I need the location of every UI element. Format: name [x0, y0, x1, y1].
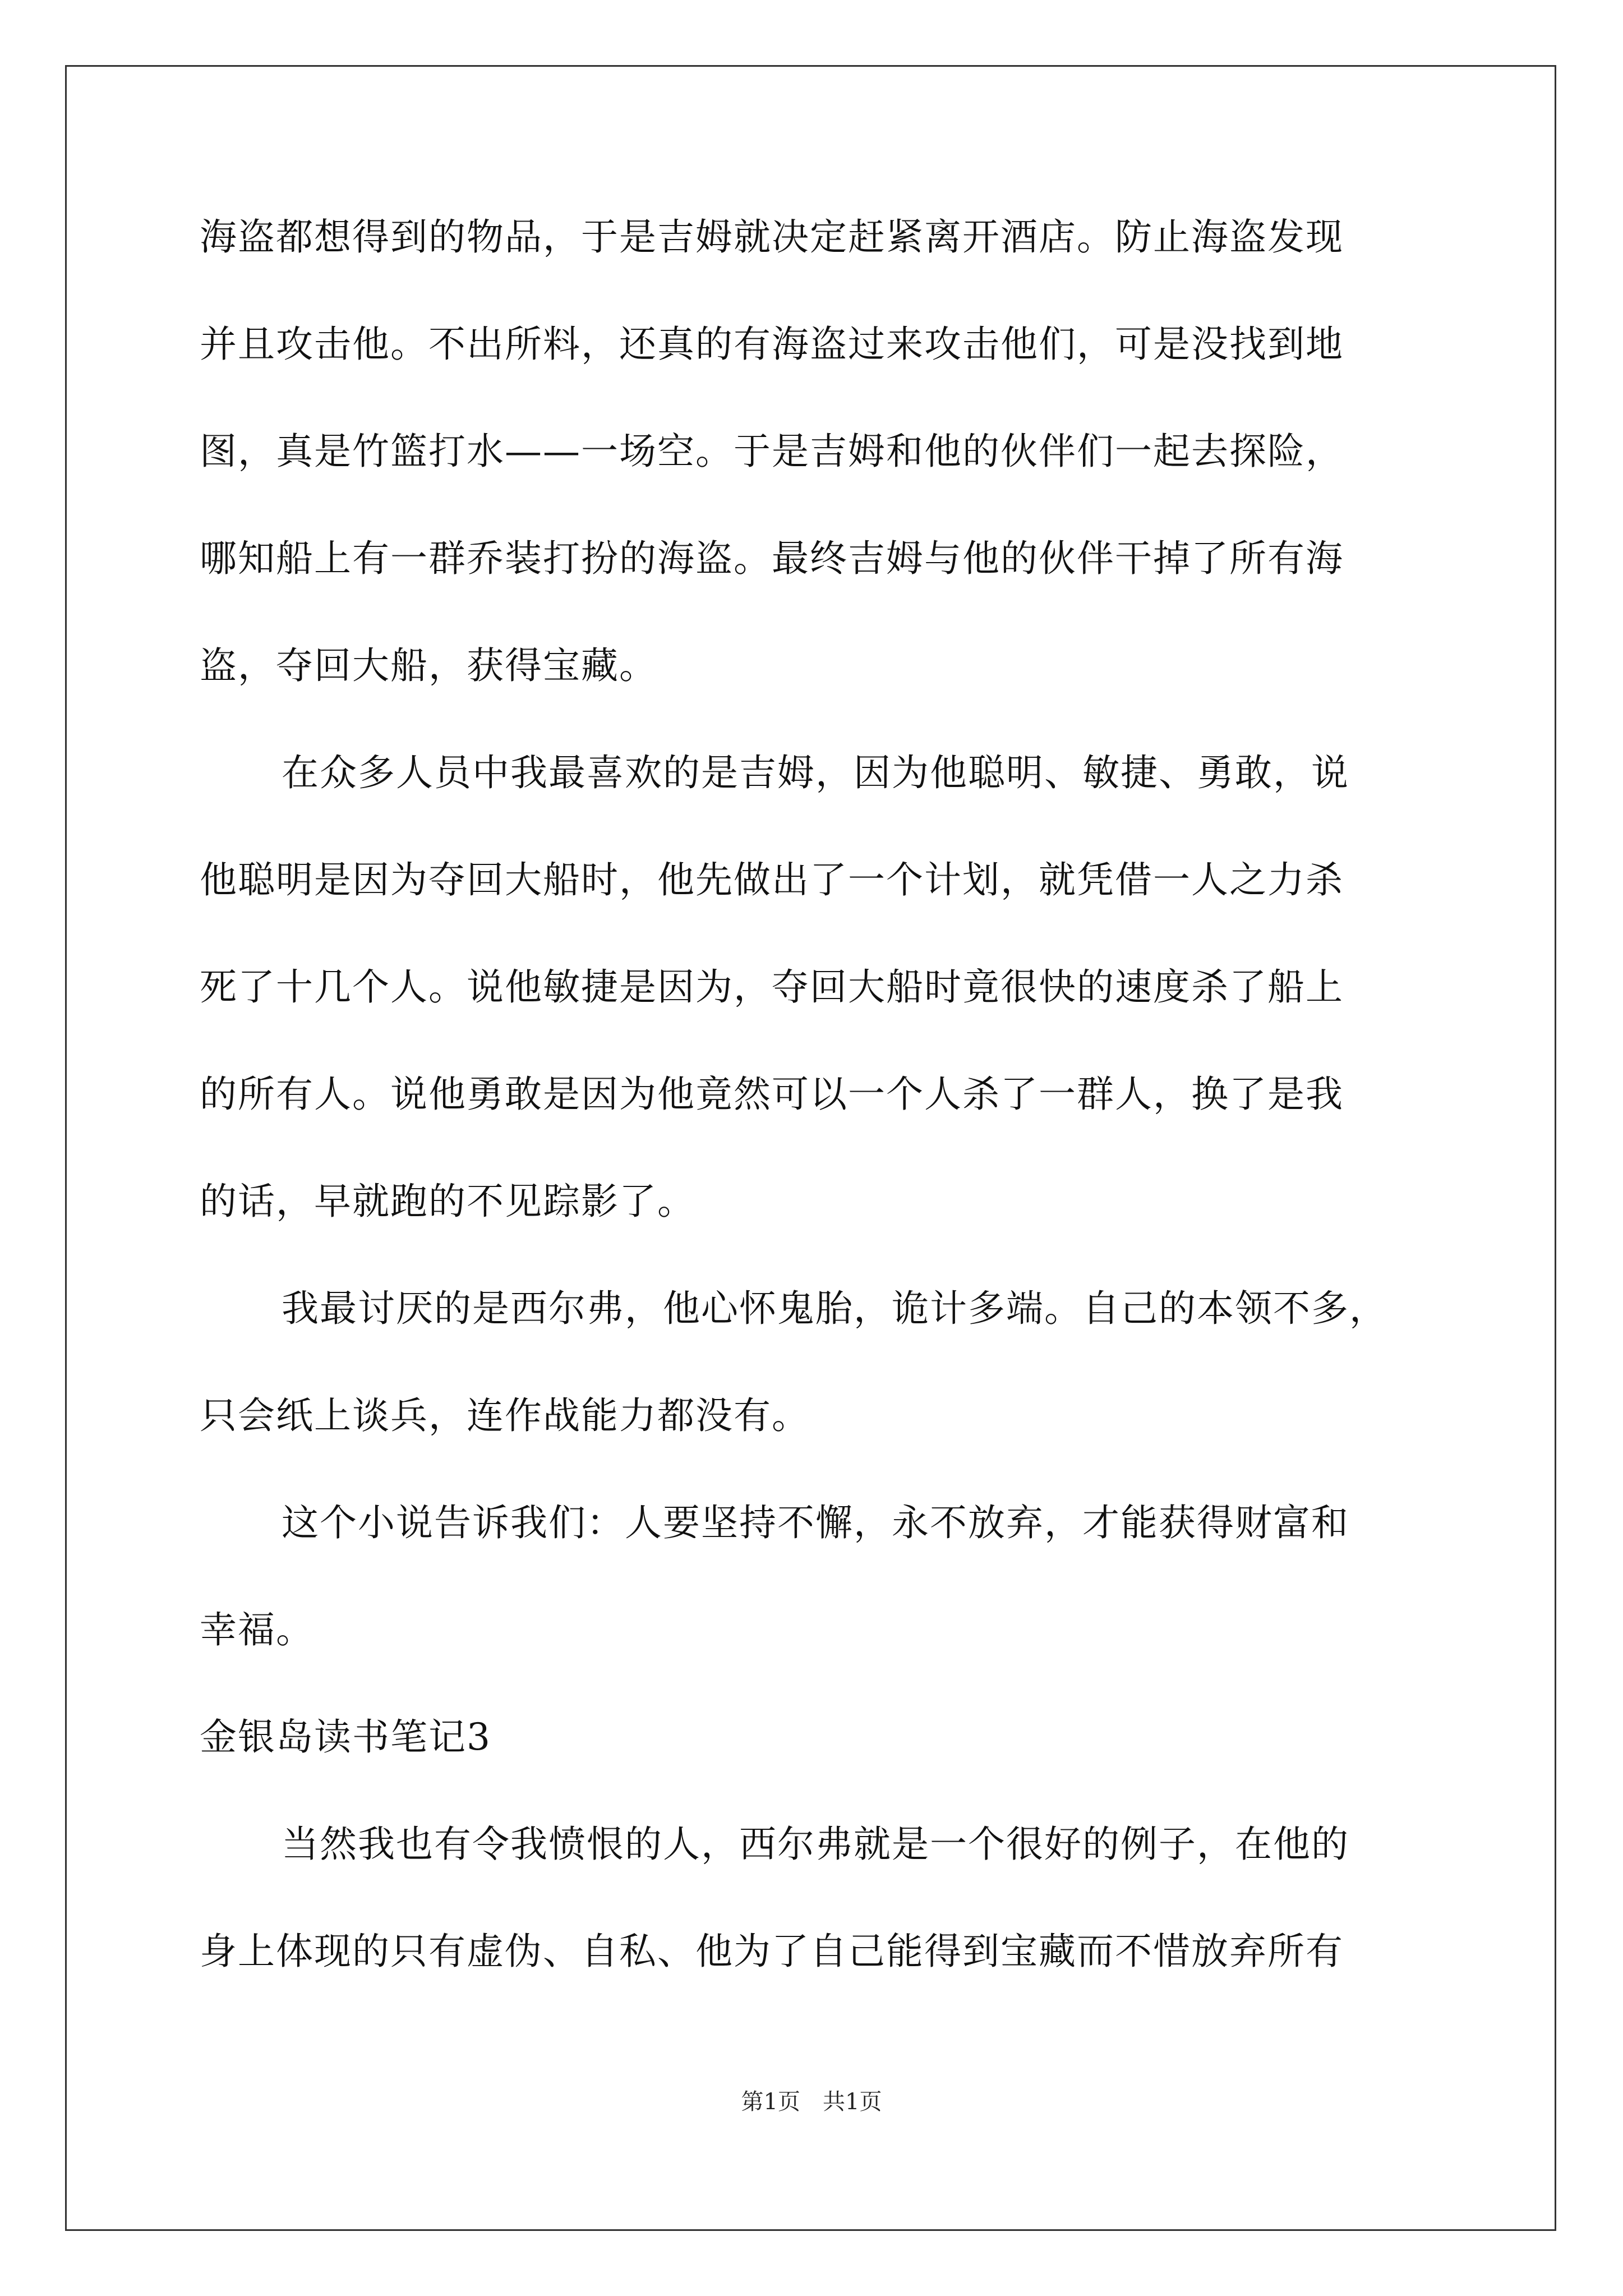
paragraph-line: 的话，早就跑的不见踪影了。 [200, 1180, 695, 1223]
paragraph-line: 他聪明是因为夺回大船时，他先做出了一个计划，就凭借一人之力杀 [200, 858, 1344, 901]
page-total: 共1页 [823, 2089, 882, 2115]
document-body [200, 215, 1422, 2040]
page-number: 第1页 [741, 2089, 800, 2115]
paragraph-line: 只会纸上谈兵，连作战能力都没有。 [200, 1394, 810, 1437]
paragraph-line: 并且攻击他。不出所料，还真的有海盗过来攻击他们，可是没找到地 [200, 323, 1344, 366]
paragraph-line: 死了十几个人。说他敏捷是因为，夺回大船时竟很快的速度杀了船上 [200, 965, 1344, 1009]
page-footer [0, 2091, 1623, 2113]
paragraph-line: 身上体现的只有虚伪、自私、他为了自己能得到宝藏而不惜放弃所有 [200, 1930, 1344, 1973]
paragraph-line: 当然我也有令我愤恨的人，西尔弗就是一个很好的例子，在他的 [282, 1823, 1349, 1866]
paragraph-line: 的所有人。说他勇敢是因为他竟然可以一个人杀了一群人，换了是我 [200, 1073, 1344, 1116]
paragraph-line: 盗，夺回大船，获得宝藏。 [200, 644, 657, 687]
paragraph-line: 我最讨厌的是西尔弗，他心怀鬼胎，诡计多端。自己的本领不多， [282, 1287, 1387, 1330]
section-heading: 金银岛读书笔记3 [200, 1715, 491, 1759]
paragraph-line: 幸福。 [200, 1608, 314, 1651]
paragraph-line: 在众多人员中我最喜欢的是吉姆，因为他聪明、敏捷、勇敢，说 [282, 751, 1349, 794]
paragraph-line: 图，真是竹篮打水——一场空。于是吉姆和他的伙伴们一起去探险， [200, 430, 1344, 473]
paragraph-line: 哪知船上有一群乔装打扮的海盗。最终吉姆与他的伙伴干掉了所有海 [200, 537, 1344, 580]
paragraph-line: 海盗都想得到的物品，于是吉姆就决定赶紧离开酒店。防止海盗发现 [200, 215, 1344, 259]
paragraph-line: 这个小说告诉我们：人要坚持不懈，永不放弃，才能获得财富和 [282, 1501, 1349, 1544]
